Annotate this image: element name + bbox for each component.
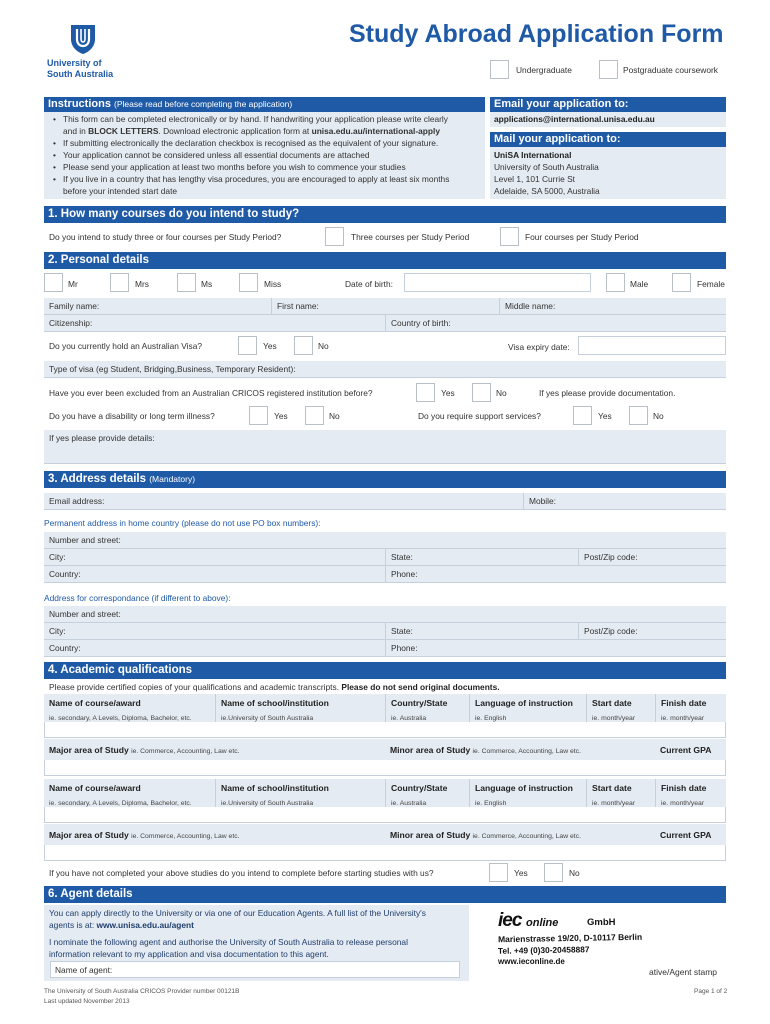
miss-checkbox[interactable]: [239, 273, 258, 292]
corr-country-field[interactable]: Country:: [49, 643, 81, 653]
complete-no-label: No: [569, 868, 580, 878]
col-language: Language of instruction ie. English: [469, 694, 586, 730]
major-input-row-2[interactable]: [44, 845, 726, 861]
col-course: Name of course/award ie. secondary, A Levels, Diploma, Bachelor, etc.: [49, 698, 192, 722]
support-question: Do you require support services?: [418, 411, 541, 421]
corr-phone-field[interactable]: Phone:: [385, 640, 418, 657]
stamp-phone: Tel. +49 (0)30-20458887: [497, 944, 590, 956]
page-title: Study Abroad Application Form: [349, 20, 724, 48]
disability-yes-label: Yes: [274, 411, 288, 421]
excluded-yes-label: Yes: [441, 388, 455, 398]
footer-page: Page 1 of 2: [694, 988, 728, 995]
support-no-label: No: [653, 411, 664, 421]
col-course: Name of course/award ie. secondary, A Levels, Diploma, Bachelor, etc.: [49, 783, 192, 807]
university-name: [47, 58, 113, 80]
disability-no-checkbox[interactable]: [305, 406, 324, 425]
courses-question: Do you intend to study three or four courses per Study Period?: [49, 232, 282, 242]
complete-question: If you have not completed your above studies do you intend to complete before starting studies with us?: [49, 868, 434, 878]
major-row-2: Major area of Study ie. Commerce, Accounting, Law etc. Minor area of Study ie. Commerce, Accounting, Law etc. Current GPA: [44, 824, 726, 847]
col-country: Country/State ie. Australia: [385, 779, 469, 815]
col-finish: Finish date ie. month/year: [655, 694, 726, 730]
section-3-heading: 3. Address details (Mandatory): [44, 471, 726, 488]
section-1-heading: 1. How many courses do you intend to study?: [44, 206, 726, 223]
col-country: Country/State ie. Australia: [385, 694, 469, 730]
disability-question: Do you have a disability or long term illness?: [49, 411, 215, 421]
first-name-field[interactable]: First name:: [271, 298, 319, 315]
mail-address: UniSA International University of South Australia Level 1, 101 Currie St Adelaide, SA 5000, Australia: [490, 147, 726, 199]
uni-line1: University of: [47, 58, 102, 68]
perm-country-field[interactable]: Country:: [49, 569, 81, 579]
support-yes-label: Yes: [598, 411, 612, 421]
perm-city-row: [44, 549, 726, 566]
correspondence-address-heading: Address for correspondance (if different to above):: [44, 593, 231, 603]
names-row: [44, 298, 726, 315]
mobile-field[interactable]: Mobile:: [523, 493, 556, 510]
corr-street-field[interactable]: Number and street:: [49, 609, 121, 619]
perm-phone-field[interactable]: Phone:: [385, 566, 418, 583]
uni-line2: South Australia: [47, 69, 114, 79]
col-start: Start date ie. month/year: [586, 694, 655, 730]
stamp-gmbh: GmbH: [587, 917, 616, 928]
male-label: Male: [630, 279, 649, 289]
corr-state-field[interactable]: State:: [385, 623, 413, 640]
visa-yes-checkbox[interactable]: [238, 336, 257, 355]
details-field[interactable]: If yes please provide details:: [49, 433, 155, 443]
email-heading: Email your application to:: [490, 97, 726, 112]
agent-stamp: [474, 907, 726, 979]
excluded-no-label: No: [496, 388, 507, 398]
mr-checkbox[interactable]: [44, 273, 63, 292]
three-courses-checkbox[interactable]: [325, 227, 344, 246]
instructions-box: [44, 97, 485, 199]
mr-label: Mr: [68, 279, 78, 289]
section-4-heading: 4. Academic qualifications: [44, 662, 726, 679]
stamp-brand-online: online: [526, 917, 559, 929]
instruction-item: • If you live in a country that has lengthy visa procedures, you are encouraged to apply at least six months before your intended start date: [50, 173, 479, 197]
instruction-item: • Please send your application at least two months before you wish to commence your studies: [50, 161, 479, 173]
stamp-label: ative/Agent stamp: [649, 967, 718, 977]
corr-city-field[interactable]: City:: [49, 626, 66, 636]
corr-post-field[interactable]: Post/Zip code:: [578, 623, 638, 640]
support-no-checkbox[interactable]: [629, 406, 648, 425]
visa-no-label: No: [318, 341, 329, 351]
female-checkbox[interactable]: [672, 273, 691, 292]
email-address: applications@international.unisa.edu.au: [490, 112, 726, 127]
disability-no-label: No: [329, 411, 340, 421]
instruction-item: • This form can be completed electronically or by hand. If handwriting your application please write clearly and in BLOCK LETTERS. Download electronic application form at unisa.edu.au/international-apply: [50, 113, 479, 137]
perm-country-row: [44, 566, 726, 583]
dob-input[interactable]: [404, 273, 591, 292]
undergraduate-label: Undergraduate: [516, 65, 572, 75]
stamp-brand: iec: [498, 910, 522, 931]
undergraduate-checkbox[interactable]: [490, 60, 509, 79]
male-checkbox[interactable]: [606, 273, 625, 292]
col-school: Name of school/institution ie.University of South Australia: [215, 694, 385, 730]
visa-expiry-input[interactable]: [578, 336, 726, 355]
perm-street-row: [44, 532, 726, 549]
disability-yes-checkbox[interactable]: [249, 406, 268, 425]
mrs-checkbox[interactable]: [110, 273, 129, 292]
section-2-heading: 2. Personal details: [44, 252, 726, 269]
col-school: Name of school/institution ie.University of South Australia: [215, 779, 385, 815]
stamp-address: Marienstrasse 19/20, D-10117 Berlin: [497, 931, 643, 945]
col-finish: Finish date ie. month/year: [655, 779, 726, 815]
corr-country-row: [44, 640, 726, 657]
miss-label: Miss: [264, 279, 282, 289]
instructions-heading: Instructions (Please read before completing the application): [44, 97, 485, 112]
visa-yes-label: Yes: [263, 341, 277, 351]
perm-state-field[interactable]: State:: [385, 549, 413, 566]
details-row: [44, 430, 726, 464]
four-courses-label: Four courses per Study Period: [525, 232, 639, 242]
footer-provider: The University of South Australia CRICOS Provider number 00121B: [44, 988, 240, 995]
visa-no-checkbox[interactable]: [294, 336, 313, 355]
qualification-input-row-1[interactable]: [44, 722, 726, 738]
support-yes-checkbox[interactable]: [573, 406, 592, 425]
citizenship-row: [44, 315, 726, 332]
footer-updated: Last updated November 2013: [44, 998, 130, 1005]
citizenship-field[interactable]: Citizenship:: [49, 318, 93, 328]
visa-question: Do you currently hold an Australian Visa?: [49, 341, 203, 351]
email-field[interactable]: Email address:: [49, 496, 105, 506]
corr-street-row: [44, 606, 726, 623]
instruction-item: • Your application cannot be considered unless all essential documents are attached: [50, 149, 479, 161]
complete-no-checkbox[interactable]: [544, 863, 563, 882]
visa-type-row: [44, 361, 726, 378]
visa-expiry-label: Visa expiry date:: [508, 342, 570, 352]
dob-label: Date of birth:: [345, 279, 393, 289]
middle-name-field[interactable]: Middle name:: [499, 298, 555, 315]
family-name-field[interactable]: Family name:: [49, 301, 100, 311]
postgraduate-checkbox[interactable]: [599, 60, 618, 79]
visa-type-field[interactable]: Type of visa (eg Student, Bridging,Business, Temporary Resident):: [49, 364, 296, 374]
qualification-input-row-2[interactable]: [44, 807, 726, 823]
four-courses-checkbox[interactable]: [500, 227, 519, 246]
complete-yes-label: Yes: [514, 868, 528, 878]
university-logo-icon: [69, 23, 97, 55]
ms-label: Ms: [201, 279, 213, 289]
mail-heading: Mail your application to:: [490, 132, 726, 147]
excluded-no-checkbox[interactable]: [472, 383, 491, 402]
email-row: [44, 493, 726, 510]
permanent-address-heading: Permanent address in home country (please do not use PO box numbers):: [44, 518, 321, 528]
perm-street-field[interactable]: Number and street:: [49, 535, 121, 545]
three-courses-label: Three courses per Study Period: [351, 232, 470, 242]
excluded-question: Have you ever been excluded from an Australian CRICOS registered institution before?: [49, 388, 373, 398]
major-input-row-1[interactable]: [44, 760, 726, 776]
col-language: Language of instruction ie. English: [469, 779, 586, 815]
stamp-web: www.ieconline.de: [498, 957, 565, 966]
perm-post-field[interactable]: Post/Zip code:: [578, 549, 638, 566]
qualifications-note: Please provide certified copies of your qualifications and academic transcripts. Please do not send original documents.: [49, 682, 500, 692]
agent-list-link[interactable]: www.unisa.edu.au/agent: [96, 919, 194, 930]
instruction-item: • If submitting electronically the declaration checkbox is recognised as the equivalent of your signature.: [50, 137, 479, 149]
agent-info-box: You can apply directly to the University or via one of our Education Agents. A full list of the University's agents is at: www.unisa.edu.au/agent I nominate the following agent and authorise the University of South Australia to release personal information relevant to my application and visa documentation to this agent.: [44, 905, 469, 981]
postgraduate-label: Postgraduate coursework: [623, 65, 718, 75]
excluded-yes-checkbox[interactable]: [416, 383, 435, 402]
perm-city-field[interactable]: City:: [49, 552, 66, 562]
country-of-birth-field[interactable]: Country of birth:: [385, 315, 451, 332]
excluded-doc-note: If yes please provide documentation.: [539, 388, 676, 398]
mrs-label: Mrs: [135, 279, 149, 289]
major-row-1: Major area of Study ie. Commerce, Accounting, Law etc. Minor area of Study ie. Commerce, Accounting, Law etc. Current GPA: [44, 739, 726, 762]
complete-yes-checkbox[interactable]: [489, 863, 508, 882]
corr-city-row: [44, 623, 726, 640]
section-6-heading: 6. Agent details: [44, 886, 726, 903]
female-label: Female: [697, 279, 725, 289]
agent-name-field[interactable]: Name of agent:: [50, 961, 460, 978]
ms-checkbox[interactable]: [177, 273, 196, 292]
col-start: Start date ie. month/year: [586, 779, 655, 815]
